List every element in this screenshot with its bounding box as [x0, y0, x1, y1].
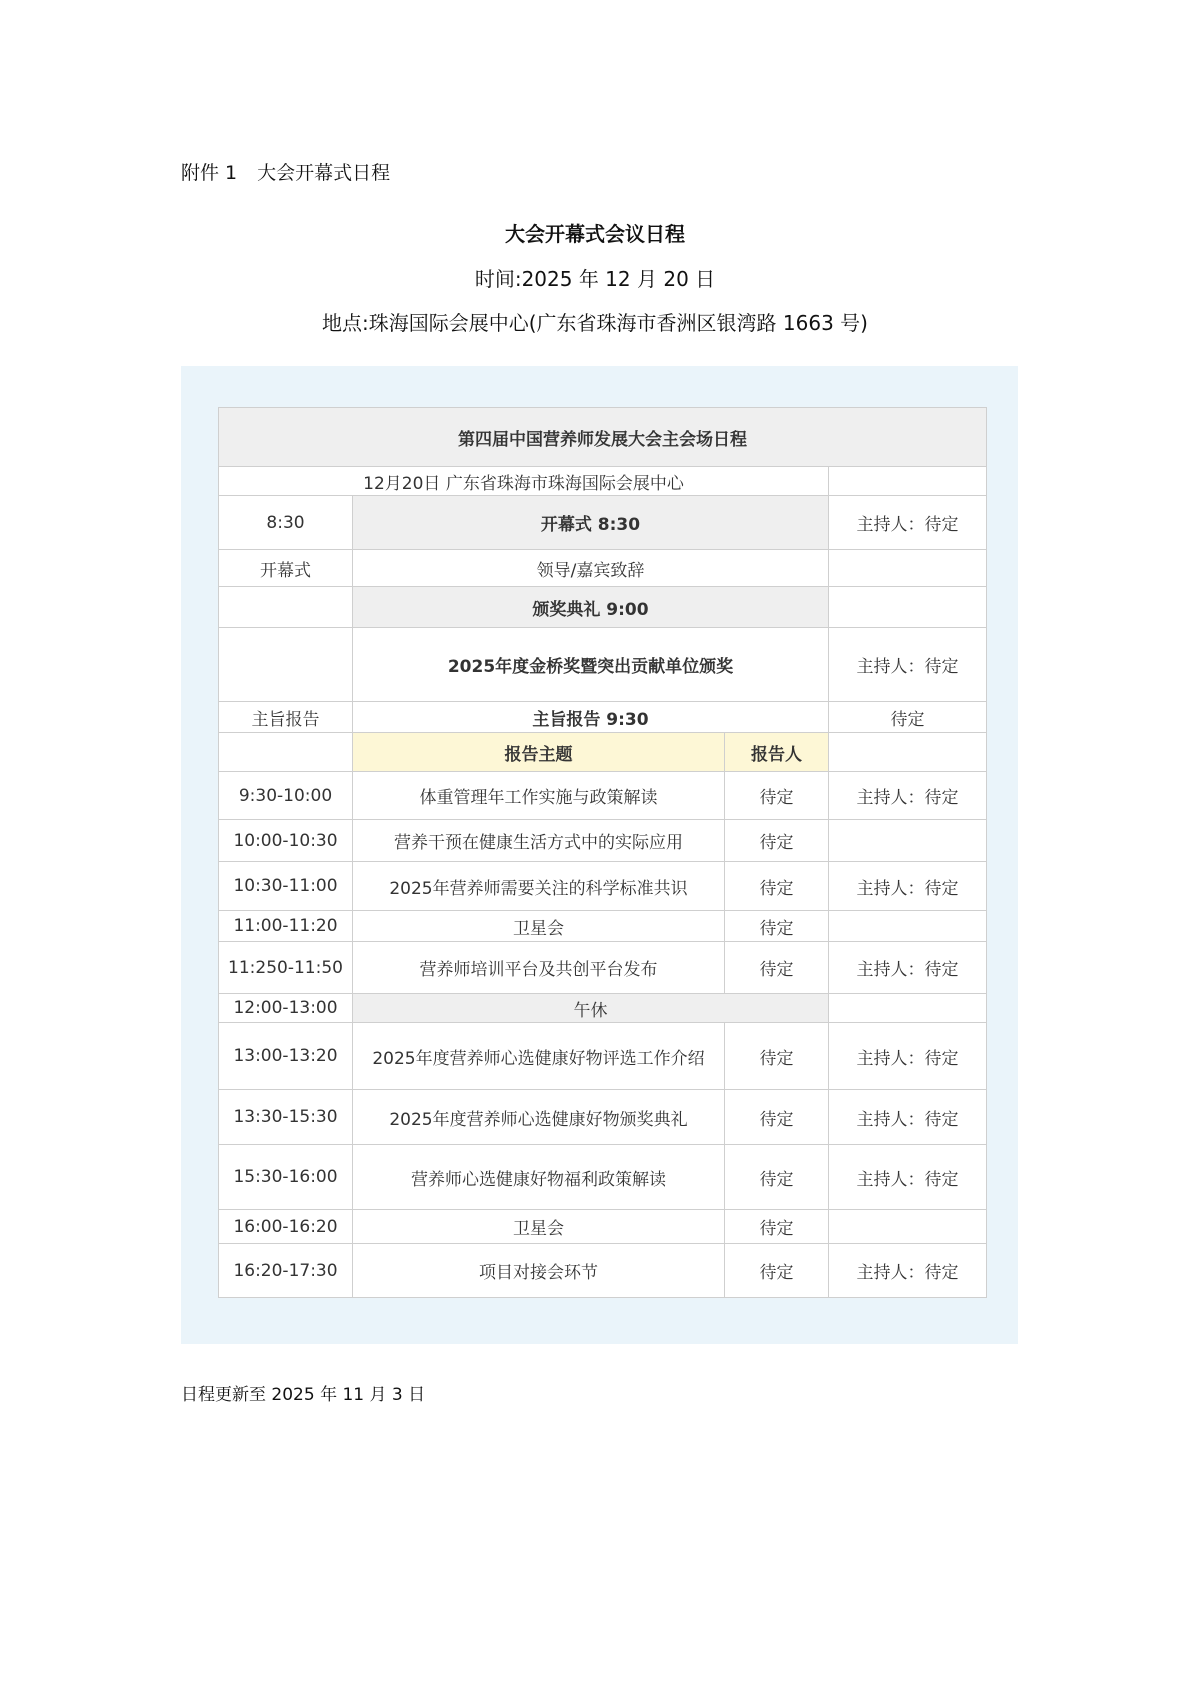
table-row [219, 911, 987, 942]
empty-cell [219, 733, 353, 772]
row-time: 16:00-16:20 [219, 1210, 353, 1244]
attachment-title: 大会开幕式日程 [257, 162, 391, 184]
lunch-label: 午休 [353, 994, 829, 1023]
row-host [829, 1210, 987, 1244]
row-speaker: 待定 [725, 942, 829, 994]
row-speaker: 待定 [725, 772, 829, 820]
row-topic: 营养师培训平台及共创平台发布 [353, 942, 725, 994]
row-topic: 体重管理年工作实施与政策解读 [353, 772, 725, 820]
row-topic: 2025年度营养师心选健康好物颁奖典礼 [353, 1090, 725, 1145]
attachment-label: 附件 1 [181, 162, 238, 184]
row-speaker: 待定 [725, 1210, 829, 1244]
keynote-title: 主旨报告 9:30 [353, 702, 829, 733]
row-topic: 卫星会 [353, 1210, 725, 1244]
empty-cell [829, 994, 987, 1023]
row-host: 主持人：待定 [829, 1244, 987, 1298]
column-header-topic: 报告主题 [353, 733, 725, 772]
keynote-host: 待定 [829, 702, 987, 733]
empty-cell [829, 550, 987, 587]
table-row [219, 862, 987, 911]
row-topic: 项目对接会环节 [353, 1244, 725, 1298]
row-topic: 卫星会 [353, 911, 725, 942]
update-note: 日程更新至 2025 年 11 月 3 日 [181, 1385, 426, 1405]
award-content: 2025年度金桥奖暨突出贡献单位颁奖 [353, 628, 829, 702]
table-row [219, 820, 987, 862]
row-time: 9:30-10:00 [219, 772, 353, 820]
row-time: 15:30-16:00 [219, 1145, 353, 1210]
row-host: 主持人：待定 [829, 772, 987, 820]
schedule-table [218, 407, 987, 1298]
attachment-line [181, 158, 390, 185]
award-header: 颁奖典礼 9:00 [353, 587, 829, 628]
document-title: 大会开幕式会议日程 [505, 222, 685, 246]
lunch-time: 12:00-13:00 [219, 994, 353, 1023]
row-topic: 营养师心选健康好物福利政策解读 [353, 1145, 725, 1210]
table-row [219, 1090, 987, 1145]
speech-content: 领导/嘉宾致辞 [353, 550, 829, 587]
row-host: 主持人：待定 [829, 1090, 987, 1145]
lunch-row [219, 994, 987, 1023]
table-row [219, 1023, 987, 1090]
row-speaker: 待定 [725, 1145, 829, 1210]
row-time: 13:00-13:20 [219, 1023, 353, 1090]
row-speaker: 待定 [725, 1090, 829, 1145]
row-host: 主持人：待定 [829, 1145, 987, 1210]
row-speaker: 待定 [725, 1244, 829, 1298]
table-subtitle: 12月20日 广东省珠海市珠海国际会展中心 [219, 467, 829, 496]
award-host: 主持人：待定 [829, 628, 987, 702]
empty-cell [829, 733, 987, 772]
row-host [829, 911, 987, 942]
event-location: 地点:珠海国际会展中心(广东省珠海市香洲区银湾路 1663 号) [322, 311, 868, 335]
table-row [219, 1244, 987, 1298]
row-host: 主持人：待定 [829, 942, 987, 994]
row-speaker: 待定 [725, 820, 829, 862]
speech-label: 开幕式 [219, 550, 353, 587]
table-row [219, 772, 987, 820]
row-host: 主持人：待定 [829, 1023, 987, 1090]
row-topic: 2025年度营养师心选健康好物评选工作介绍 [353, 1023, 725, 1090]
empty-cell [219, 587, 353, 628]
column-header-speaker: 报告人 [725, 733, 829, 772]
opening-host: 主持人：待定 [829, 496, 987, 550]
schedule-panel [181, 366, 1018, 1344]
row-host: 主持人：待定 [829, 862, 987, 911]
table-row [219, 1145, 987, 1210]
table-row [219, 942, 987, 994]
row-time: 11:00-11:20 [219, 911, 353, 942]
table-row [219, 1210, 987, 1244]
opening-time: 8:30 [219, 496, 353, 550]
row-speaker: 待定 [725, 911, 829, 942]
event-time: 时间:2025 年 12 月 20 日 [474, 267, 716, 291]
row-host [829, 820, 987, 862]
row-time: 11:250-11:50 [219, 942, 353, 994]
row-time: 10:00-10:30 [219, 820, 353, 862]
row-speaker: 待定 [725, 1023, 829, 1090]
keynote-label: 主旨报告 [219, 702, 353, 733]
empty-cell [829, 587, 987, 628]
row-speaker: 待定 [725, 862, 829, 911]
empty-cell [219, 628, 353, 702]
row-time: 16:20-17:30 [219, 1244, 353, 1298]
empty-cell [829, 467, 987, 496]
row-time: 13:30-15:30 [219, 1090, 353, 1145]
row-topic: 营养干预在健康生活方式中的实际应用 [353, 820, 725, 862]
table-title: 第四届中国营养师发展大会主会场日程 [219, 408, 987, 467]
row-topic: 2025年营养师需要关注的科学标准共识 [353, 862, 725, 911]
opening-label: 开幕式 8:30 [353, 496, 829, 550]
row-time: 10:30-11:00 [219, 862, 353, 911]
